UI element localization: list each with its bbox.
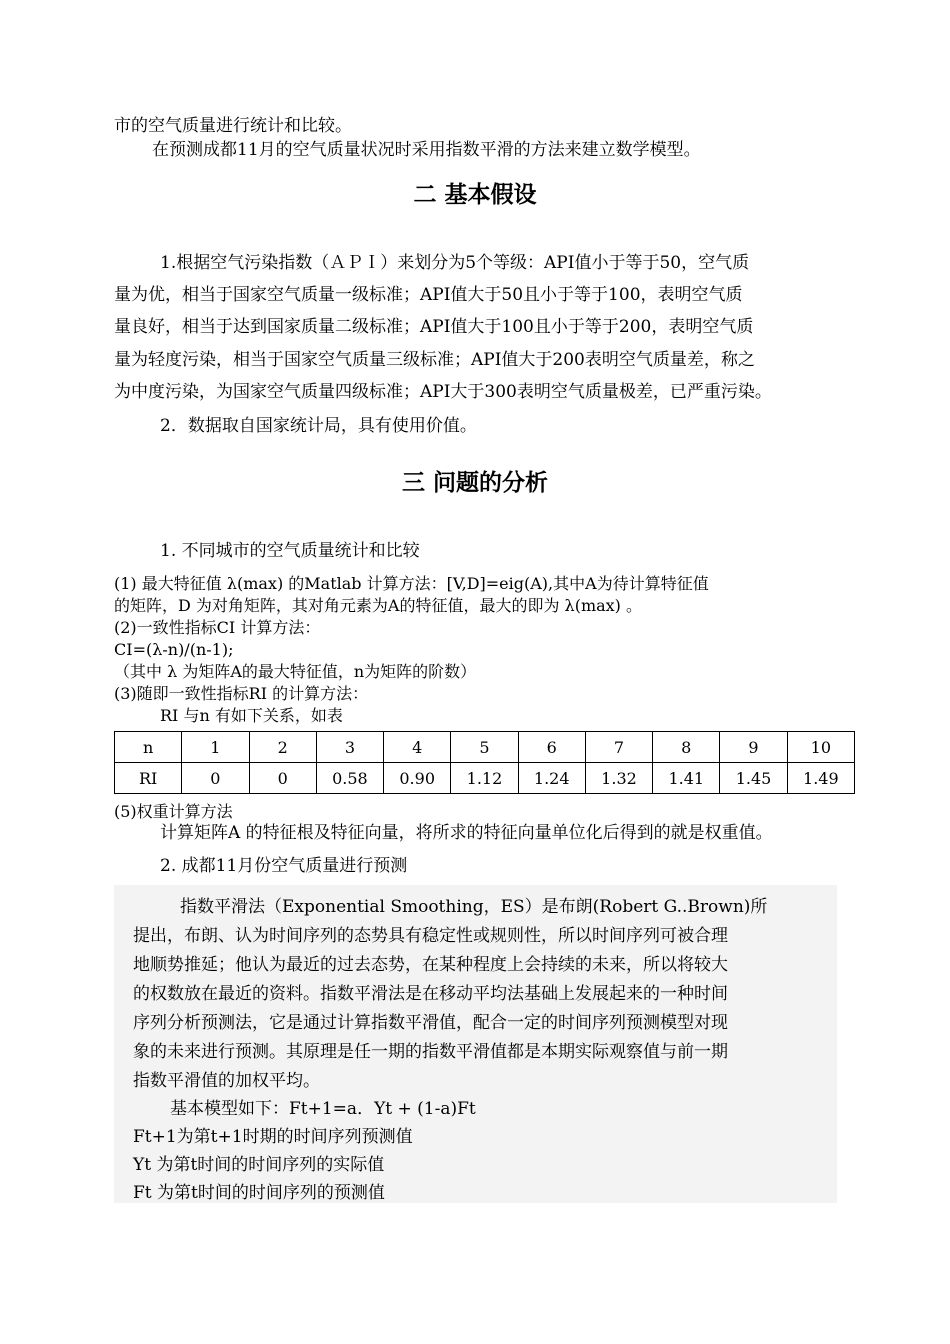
table-cell: 1.45 xyxy=(720,763,787,794)
table-cell: 0.58 xyxy=(316,763,383,794)
es-line-6: 象的未来进行预测。其原理是任一期的指数平滑值都是本期实际观察值与前一期 xyxy=(133,1042,728,1062)
table-cell: RI xyxy=(115,763,182,794)
table-cell: n xyxy=(115,732,182,763)
analysis-line-3: (2)一致性指标CI 计算方法： xyxy=(114,618,321,637)
section-2-heading: 二 基本假设 xyxy=(413,182,537,208)
table-cell: 1.24 xyxy=(518,763,585,794)
assumption-line-3: 量良好，相当于达到国家质量二级标准；API值大于100且小于等于200，表明空气质 xyxy=(114,317,754,337)
table-cell: 2 xyxy=(249,732,316,763)
section-3-heading: 三 问题的分析 xyxy=(401,470,548,496)
table-header-row xyxy=(115,732,855,763)
model-line-4: Ft 为第t时间的时间序列的预测值 xyxy=(133,1183,385,1203)
model-line-3: Yt 为第t时间的时间序列的实际值 xyxy=(133,1155,385,1175)
table-cell: 1.12 xyxy=(451,763,518,794)
analysis-line-2: 的矩阵，D 为对角矩阵，其对角元素为A的特征值，最大的即为 λ(max) 。 xyxy=(114,596,643,615)
table-cell: 5 xyxy=(451,732,518,763)
es-line-2: 提出，布朗、认为时间序列的态势具有稳定性或规则性，所以时间序列可被合理 xyxy=(133,926,728,946)
table-row xyxy=(115,763,855,794)
table-cell: 4 xyxy=(384,732,451,763)
assumption-line-4: 量为轻度污染，相当于国家空气质量三级标准；API值大于200表明空气质量差，称之 xyxy=(114,350,755,370)
intro-line-1: 市的空气质量进行统计和比较。 xyxy=(114,116,352,136)
es-line-5: 序列分析预测法，它是通过计算指数平滑值，配合一定的时间序列预测模型对现 xyxy=(133,1013,728,1033)
analysis-line-7: RI 与n 有如下关系，如表 xyxy=(160,706,343,725)
table-cell: 1.41 xyxy=(653,763,720,794)
table-cell: 1.32 xyxy=(585,763,652,794)
table-cell: 1.49 xyxy=(787,763,854,794)
analysis-line-1: (1) 最大特征值 λ(max) 的Matlab 计算方法：[V,D]=eig(A),其中A为待计算特征值 xyxy=(114,574,709,593)
es-line-7: 指数平滑值的加权平均。 xyxy=(133,1071,320,1091)
assumption-line-5: 为中度污染，为国家空气质量四级标准；API大于300表明空气质量极差，已严重污染。 xyxy=(114,382,772,402)
table-cell: 10 xyxy=(787,732,854,763)
table-cell: 0 xyxy=(249,763,316,794)
analysis-line-5: （其中 λ 为矩阵A的最大特征值，n为矩阵的阶数） xyxy=(114,662,477,681)
analysis-line-4: CI=(λ-n)/(n-1); xyxy=(114,640,234,659)
assumption-line-6: 2．数据取自国家统计局，具有使用价值。 xyxy=(160,416,477,436)
table-cell: 6 xyxy=(518,732,585,763)
assumption-line-1: 1.根据空气污染指数（ＡＰＩ）来划分为5个等级：API值小于等于50，空气质 xyxy=(160,253,750,273)
analysis-subheading-2: 2. 成都11月份空气质量进行预测 xyxy=(160,856,408,876)
analysis-subheading-1: 1. 不同城市的空气质量统计和比较 xyxy=(160,541,420,561)
ri-table xyxy=(114,731,855,794)
analysis-line-6: (3)随即一致性指标RI 的计算方法： xyxy=(114,684,369,703)
table-cell: 0 xyxy=(182,763,249,794)
model-line-2: Ft+1为第t+1时期的时间序列预测值 xyxy=(133,1127,413,1147)
table-cell: 3 xyxy=(316,732,383,763)
weight-text: 计算矩阵A 的特征根及特征向量，将所求的特征向量单位化后得到的就是权重值。 xyxy=(160,823,773,843)
es-line-4: 的权数放在最近的资料。指数平滑法是在移动平均法基础上发展起来的一种时间 xyxy=(133,984,728,1004)
model-line-1: 基本模型如下：Ft+1=a．Yt + (1-a)Ft xyxy=(170,1099,476,1119)
intro-line-2: 在预测成都11月的空气质量状况时采用指数平滑的方法来建立数学模型。 xyxy=(152,140,701,160)
table-cell: 9 xyxy=(720,732,787,763)
es-line-1: 指数平滑法（Exponential Smoothing，ES）是布朗(Robert G..Brown)所 xyxy=(180,897,768,917)
table-cell: 1 xyxy=(182,732,249,763)
es-line-3: 地顺势推延；他认为最近的过去态势，在某种程度上会持续的未来，所以将较大 xyxy=(133,955,728,975)
table-cell: 0.90 xyxy=(384,763,451,794)
assumption-line-2: 量为优，相当于国家空气质量一级标准；API值大于50且小于等于100，表明空气质 xyxy=(114,285,743,305)
weight-title: (5)权重计算方法 xyxy=(114,802,233,821)
table-cell: 8 xyxy=(653,732,720,763)
table-cell: 7 xyxy=(585,732,652,763)
